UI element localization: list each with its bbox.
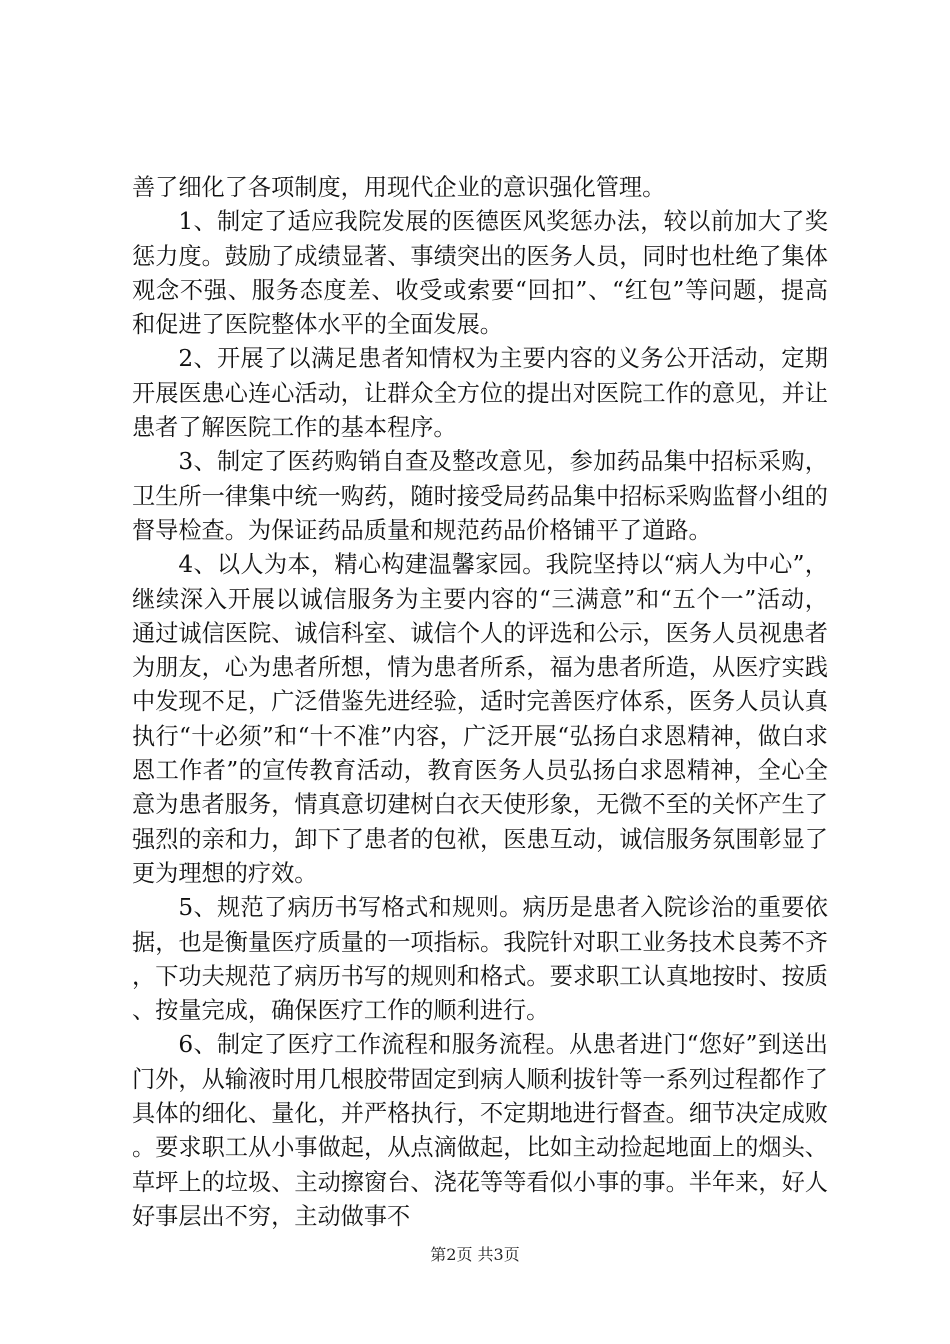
paragraph-item-5: 5、规范了病历书写格式和规则。病历是患者入院诊治的重要依据，也是衡量医疗质量的一项指标。我院针对职工业务技术良莠不齐，下功夫规范了病历书写的规则和格式。要求职工认真地按时、按质、按量完成，确保医疗工作的顺利进行。 [132,894,828,1025]
page-number-footer: 第2页 共3页 [430,1245,520,1264]
paragraph-item-1: 1、制定了适应我院发展的医德医风奖惩办法，较以前加大了奖惩力度。鼓励了成绩显著、事绩突出的医务人员，同时也杜绝了集体观念不强、服务态度差、收受或索要“回扣”、“红包”等问题，提高和促进了医院整体水平的全面发展。 [132,208,828,339]
paragraph-item-4: 4、以人为本，精心构建温馨家园。我院坚持以“病人为中心”，继续深入开展以诚信服务为主要内容的“三满意”和“五个一”活动，通过诚信医院、诚信科室、诚信个人的评选和公示，医务人员视患者为朋友，心为患者所想，情为患者所系，福为患者所造，从医疗实践中发现不足，广泛借鉴先进经验，适时完善医疗体系，医务人员认真执行“十必须”和“十不准”内容，广泛开展“弘扬白求恩精神，做白求恩工作者”的宣传教育活动，教育医务人员弘扬白求恩精神，全心全意为患者服务，情真意切建树白衣天使形象，无微不至的关怀产生了强烈的亲和力，卸下了患者的包袱，医患互动，诚信服务氛围彰显了更为理想的疗效。 [132,551,828,887]
paragraph-item-6: 6、制定了医疗工作流程和服务流程。从患者进门“您好”到送出门外，从输液时用几根胶带固定到病人顺利拔针等一系列过程都作了具体的细化、量化，并严格执行，不定期地进行督查。细节决定成败。要求职工从小事做起，从点滴做起，比如主动捡起地面上的烟头、草坪上的垃圾、主动擦窗台、浇花等等看似小事的事。半年来，好人好事层出不穷，主动做事不 [132,1031,828,1230]
paragraph-continuation: 善了细化了各项制度，用现代企业的意识强化管理。 [132,174,666,201]
paragraph-item-3: 3、制定了医药购销自查及整改意见，参加药品集中招标采购，卫生所一律集中统一购药，随时接受局药品集中招标采购监督小组的督导检查。为保证药品质量和规范药品价格铺平了道路。 [132,448,828,544]
paragraph-item-2: 2、开展了以满足患者知情权为主要内容的义务公开活动，定期开展医患心连心活动，让群众全方位的提出对医院工作的意见，并让患者了解医院工作的基本程序。 [132,345,828,442]
document-body [132,171,828,1234]
